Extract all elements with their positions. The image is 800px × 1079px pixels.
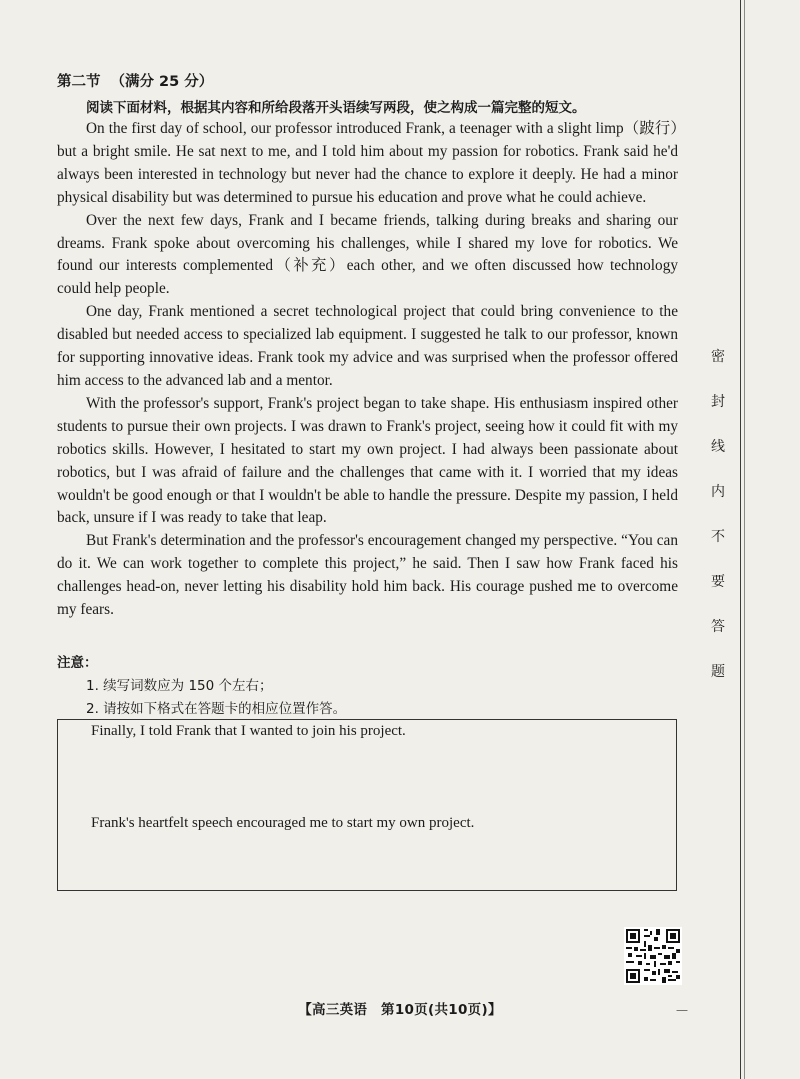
section-title bbox=[57, 70, 213, 91]
seal-line-warning bbox=[705, 345, 731, 705]
qr-code-icon bbox=[624, 927, 682, 985]
passage-paragraph: On the first day of school, our professor introduced Frank, a teenager with a slight limp（跛行）but a bright smile. He sat next to me, and I told him about my passion for robotics. Frank said he'd always been interested in technology but never had the chance to explore it deeply. He had a minor physical disability but was determined to pursue his education and prove what he could achieve. bbox=[57, 120, 678, 206]
task-instruction: 阅读下面材料，根据其内容和所给段落开头语续写两段，使之构成一篇完整的短文。 bbox=[86, 100, 586, 116]
page-mark: — bbox=[676, 1003, 688, 1017]
seal-char: 密 bbox=[711, 349, 725, 365]
seal-char: 不 bbox=[711, 529, 725, 545]
notes-heading: 注意： bbox=[57, 655, 98, 671]
seal-char: 封 bbox=[711, 394, 725, 410]
seal-line-secondary bbox=[744, 0, 745, 1079]
passage-paragraph: With the professor's support, Frank's project began to take shape. His enthusiasm inspired other students to pursue their own projects. I was drawn to Frank's project, seeing how it could fit with my robotics skills. However, I hesitated to start my own project. I had always been passionate about robotics, but I was afraid of failure and the challenges that came with it. I worried that my ideas wouldn't be good enough or that I wouldn't be able to handle the pressure. Despite my passion, I held back, unsure if I was ready to take that leap. bbox=[57, 394, 678, 527]
notes-section bbox=[57, 652, 677, 721]
passage-paragraph: One day, Frank mentioned a secret technological project that could bring convenience to the disabled but needed access to specialized lab equipment. I suggested he talk to our professor, known for supporting innovative ideas. Frank took my advice and was surprised when the professor offered him access to the advanced lab and a mentor. bbox=[57, 303, 678, 389]
seal-char: 答 bbox=[711, 619, 725, 635]
seal-line bbox=[740, 0, 741, 1079]
paragraph-starter-2: Frank's heartfelt speech encouraged me to start my own project. bbox=[91, 815, 475, 831]
seal-char: 内 bbox=[711, 484, 725, 500]
page-footer: 【高三英语 第10页(共10页)】 bbox=[298, 1002, 502, 1018]
note-item: 1. 续写词数应为 150 个左右； bbox=[86, 678, 273, 694]
seal-char: 要 bbox=[711, 574, 725, 590]
section-score: （满分 25 分） bbox=[110, 74, 214, 90]
paragraph-starter-1: Finally, I told Frank that I wanted to join his project. bbox=[91, 723, 406, 739]
seal-char: 题 bbox=[711, 664, 725, 680]
note-item: 2. 请按如下格式在答题卡的相应位置作答。 bbox=[86, 701, 347, 717]
reading-passage bbox=[57, 118, 678, 622]
passage-paragraph: Over the next few days, Frank and I became friends, talking during breaks and sharing our dreams. Frank spoke about overcoming his challenges, while I shared my love for robotics. We found our interests complemented（补充）each other, and we often discussed how technology could help people. bbox=[57, 211, 678, 298]
section-label: 第二节 bbox=[57, 74, 101, 90]
seal-char: 线 bbox=[711, 439, 725, 455]
answer-format-box bbox=[57, 719, 677, 891]
passage-paragraph: But Frank's determination and the professor's encouragement changed my perspective. “You can do it. We can work together to complete this project,” he said. Then I saw how Frank faced his challenges head-on, never letting his disability hold him back. His courage pushed me to overcome my fears. bbox=[57, 532, 678, 619]
